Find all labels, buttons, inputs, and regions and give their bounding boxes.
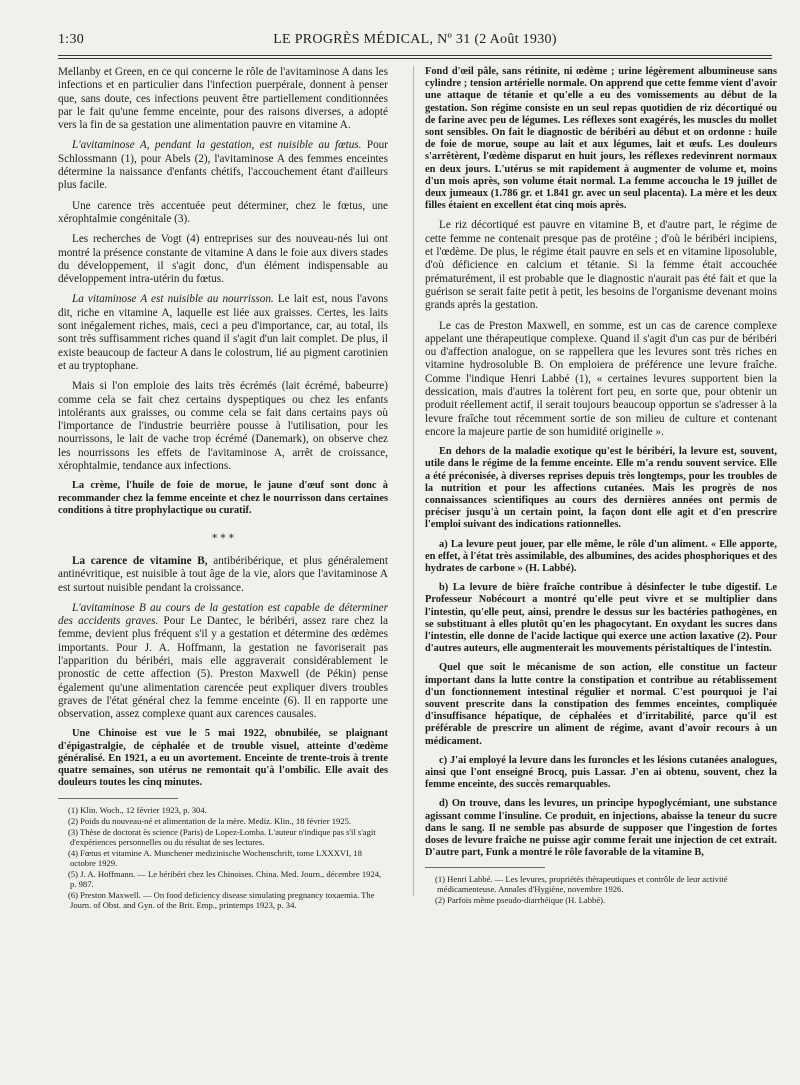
footnotes — [58, 805, 388, 910]
section-heading: La carence de vitamine B, — [72, 554, 208, 567]
paragraph: Les recherches de Vogt (4) entreprises sur des nouveau-nés lui ont montré la présence constante de vitamine A dans le foie aux divers stades du développement, il s'agit donc, d'un élément indispensable au développement intra-utérin du fœtus. — [58, 233, 388, 286]
paragraph-bold: Quel que soit le mécanisme de son action, elle constitue un facteur important dans la lutte contre la constipation et contribue au rétablissement d'un fonctionnement intestinal régulier et normal. C'est pourquoi je l'ai souvent prescrite dans la constipation des femmes enceintes, compliquée d'insuffisance hépatique, de céphalées et d'irritabilité, parce qu'il est préférable de prescrire un aliment de régime, avant d'avoir recours à un médicament. — [425, 662, 777, 747]
paragraph: Mais si l'on emploie des laits très écrémés (lait écrémé, babeurre) comme cela se fait chez certains dyspeptiques ou chez les enfants intolérants aux graisses, ou comme cela se fait dans certains pays où l'importance de l'industrie beurrière pousse à l'utilisation, pour les nourrissons, le lait de vache trop écrémé (Danemark), on observe chez les nourrissons les effets de l'avitaminose A, arrêt de croissance, xérophtalmie, tendance aux infections. — [58, 380, 388, 473]
paragraph-bold: a) La levure peut jouer, par elle même, le rôle d'un aliment. « Elle apporte, en effet, à l'état très assimilable, des albumines, des acides phosphoriques et des hydrates de carbone » (H. Labbé). — [425, 538, 777, 575]
page-header — [58, 32, 772, 52]
paragraph-lead-italic: La vitaminose A est nuisible au nourrisson. — [72, 293, 274, 306]
paragraph-body: antibéribérique, et plus généralement antinévritique, est nuisible à tout âge de la vie, alors que l'avitaminose A est surtout nuisible pendant la croissance. — [58, 554, 388, 594]
paragraph-bold: c) J'ai employé la levure dans les furoncles et les lésions cutanées analogues, ainsi que l'ont enseigné Brocq, puis Lassar. J'en ai obtenu, souvent, chez la femme enceinte, des succès remarquables. — [425, 754, 777, 791]
paragraph-lead-italic: L'avitaminose A, pendant la gestation, est nuisible au fœtus. — [72, 139, 362, 152]
paragraph: Le cas de Preston Maxwell, en somme, est un cas de carence complexe appelant une thérapeutique complexe. Quand il s'agit d'un cas pur de béribéri ou d'affection analogue, on se rappellera que les levures sont très riches en vitamine hydrosoluble B. On emploiera de préférence une levure fraîche. Comme l'indique Henri Labbé (1), « certaines levures supportent bien la dessication, mais d'autres la tolèrent fort peu, en sorte que, pour obtenir un produit réellement actif, il serait toujours beaucoup opportun se s'adresser à la levure fraîche tout récemment sortie de son milieu de culture et contenant encore la majeure partie de son humidité originelle ». — [425, 319, 777, 438]
paragraph — [58, 139, 388, 192]
left-column — [58, 66, 388, 911]
paragraph-bold: Une Chinoise est vue le 5 mai 1922, obnubilée, se plaignant d'épigastralgie, de céphalée et de trouble visuel, atteinte d'œdème généralisé. En 1921, a eu un avortement. Enceinte de trente-trois à trente quatre semaines, son utérus ne remontait qu'à l'ombilic. Elle avait des douleurs toutes les cinq minutes. — [58, 728, 388, 789]
paragraph: Une carence très accentuée peut déterminer, chez le fœtus, une xérophtalmie congénitale (3). — [58, 199, 388, 225]
footnote: (1) Klin. Woch., 12 février 1923, p. 304. — [68, 804, 207, 815]
footnotes — [425, 874, 777, 905]
paragraph-body: Pour Schlossmann (1), pour Abels (2), l'avitaminose A des femmes enceintes détermine la naissance d'enfants chétifs, l'accouchement étant d'ailleurs plus facile. — [58, 139, 388, 192]
right-column — [425, 66, 777, 906]
footnote: (6) Preston Maxwell. — On food deficiency disease simulating pregnancy toxaemia. The Journ. of Obst. and Gyn. of the Brit. Emp., printemps 1923, p. 34. — [68, 889, 375, 910]
paragraph-body: Pour Le Dantec, le béribéri, assez rare chez la femme, devient plus fréquent s'il y a gestation et détermine des œdèmes importants. Pour J. A. Hoffmann, la gestation ne favoriserait pas l'apparition du béribéri, mais elle aggraverait considérablement le pronostic de cette affection (5). Preston Maxwell (de Pékin) pense également qu'une alimentation carencée peut expliquer divers troubles graves de l'état général chez la femme enceinte (6). Il en rapporte une observation, assez complexe quant aux carences causales. — [58, 615, 388, 721]
column-divider — [413, 66, 414, 896]
paragraph: Le riz décortiqué est pauvre en vitamine B, et d'autre part, le régime de cette femme ne contenait presque pas de protéine ; d'où le béribéri incipiens, et l'œdème. De plus, le régime était pauvre en sels et en vitamine liposoluble, d'où déficience en calcium et tétanie. Si la femme était accouchée prématurément, il est probable que le diagnostic n'aurait pas été fait et que la guérison se serait faite petit à petit, les besoins de l'organisme devenant moins grands après la gestation. — [425, 219, 777, 312]
paragraph-body: Le lait est, nous l'avons dit, riche en vitamine A, laquelle est liée aux graisses. Certes, les laits sont inégalement riches, mais, ceci a peu d'importance, car, au total, ils sont très suffisamment riches quand il s'agit d'un lait complet. De plus, il existe beaucoup de facteur A dans le colostrum, lié au pigment carotinien et au tryptophane. — [58, 293, 388, 372]
section-stars: ⁎ ⁎ ⁎ — [212, 528, 234, 541]
paragraph-lead-italic: L'avitaminose B au cours de la gestation est capable de déterminer des accidents graves. — [58, 601, 388, 628]
footnote: (1) Henri Labbé. — Les levures, propriétés thérapeutiques et contrôle de leur activité médicamenteuse. Annales d'Hygiène, novembre 1926. — [435, 874, 728, 895]
paragraph-bold: La crème, l'huile de foie de morue, le jaune d'œuf sont donc à recommander chez la femme enceinte et chez le nourrisson dans certaines conditions à titre prophylactique ou curatif. — [58, 480, 388, 516]
paragraph — [58, 293, 388, 373]
footnote: (4) Fœtus et vitamine A. Munchener medizinische Wochenschrift, tome LXXXVI, 18 octobre 1929. — [68, 847, 362, 868]
footnote-rule — [58, 798, 178, 799]
footnote: (5) J. A. Hoffmann. — Le béribéri chez les Chinoises. China. Med. Journ., décembre 1924, p. 987. — [68, 868, 382, 889]
footnote: (2) Poids du nouveau-né et alimentation de la mère. Mediz. Klin., 18 février 1925. — [68, 815, 352, 826]
paragraph — [58, 555, 388, 595]
paragraph: Mellanby et Green, en ce qui concerne le rôle de l'avitaminose A dans les infections et en particulier dans l'infection puerpérale, donnent à penser que, sans doute, ces infections peuvent être partiellement conditionnées par le fait qu'une femme enceinte, pour des raisons diverses, a adopté vers la fin de sa gestation une alimentation pauvre en vitamine A. — [58, 66, 388, 132]
footnote: (3) Thèse de doctorat ès science (Paris) de Lopez-Lomba. L'auteur n'indique pas s'il s'agit d'expériences personnelles ou du résultat de ses lectures. — [68, 826, 376, 847]
paragraph-bold: b) La levure de bière fraîche contribue à désinfecter le tube digestif. Le Professeur Nobécourt a montré qu'elle peut vivre et se multiplier dans l'intestin, qu'elle peut, ainsi, prendre le dessus sur les bactéries pathogènes, en se substituant à elles plutôt qu'en les phagocytant. En oxydant les sucres dans l'intestin, elle donne de l'acide lactique qui exerce une action laxative (2). Pour d'autres auteurs, elle augmenterait les mouvements péristaltiques de l'intestin. — [425, 582, 777, 655]
footnote: (2) Parfois même pseudo-diarrhéique (H. Labbé). — [435, 895, 606, 906]
page-number: 1:30 — [58, 32, 85, 47]
paragraph-bold: En dehors de la maladie exotique qu'est le béribéri, la levure est, souvent, utile dans le régime de la femme enceinte. Elle m'a rendu souvent service. Elle a été préconisée, à diverses reprises depuis très longtemps, pour les troubles de la nutrition et pour les affections cutanées. Mais les progrès de nos connaissances scientifiques au cours des dernières années ont permis de préciser jusqu'à un certain point, la façon dont elle agit et d'en prescrire l'emploi suivant des indications rationnelles. — [425, 446, 777, 531]
footnote-rule — [425, 867, 545, 868]
header-rule-top — [58, 55, 772, 56]
paragraph-bold: Fond d'œil pâle, sans rétinite, ni œdème ; urine légèrement albumineuse sans cylindre ; tension artérielle normale. On apprend que cette femme vient d'avoir une attaque de tétanie et qu'elle a eu des vomissements au début de la gestation. Son régime consiste en un seul repas quotidien de riz décortiqué ou de farine avec peu de légumes. Les réflexes sont exagérés, les muscles du mollet sont sensibles. On fait le diagnostic de béribéri au début et on ordonne : huile de foie de morue, soupe au lait et aux légumes, lait et œufs. Les douleurs s'arrêtèrent, l'œdème disparut en huit jours, les réflexes redevinrent normaux en deux jours. L'utérus se mit rapidement à augmenter de volume et, moins d'un mois après, son volume était normal. La femme accoucha le 19 juillet de deux jumeaux (1.786 gr. et 1.841 gr. avec un seul placenta). La mère et les deux filles étaient en excellent état cinq mois après. — [425, 66, 777, 212]
header-rule-bottom — [58, 58, 772, 59]
paragraph-bold: d) On trouve, dans les levures, un principe hypoglycémiant, une substance agissant comme l'insuline. Ce produit, en injections, abaisse la teneur du sucre dans le sang. Il ne semble pas absurde de supposer que l'ingestion de fortes doses de levure fraîche ne puisse agir comme ferait une injection de cet extrait. D'autre part, Funk a montré le rôle favorable de la vitamine B, — [425, 798, 777, 859]
journal-title: LE PROGRÈS MÉDICAL, Nº 31 (2 Août 1930) — [273, 32, 557, 47]
paragraph — [58, 602, 388, 722]
